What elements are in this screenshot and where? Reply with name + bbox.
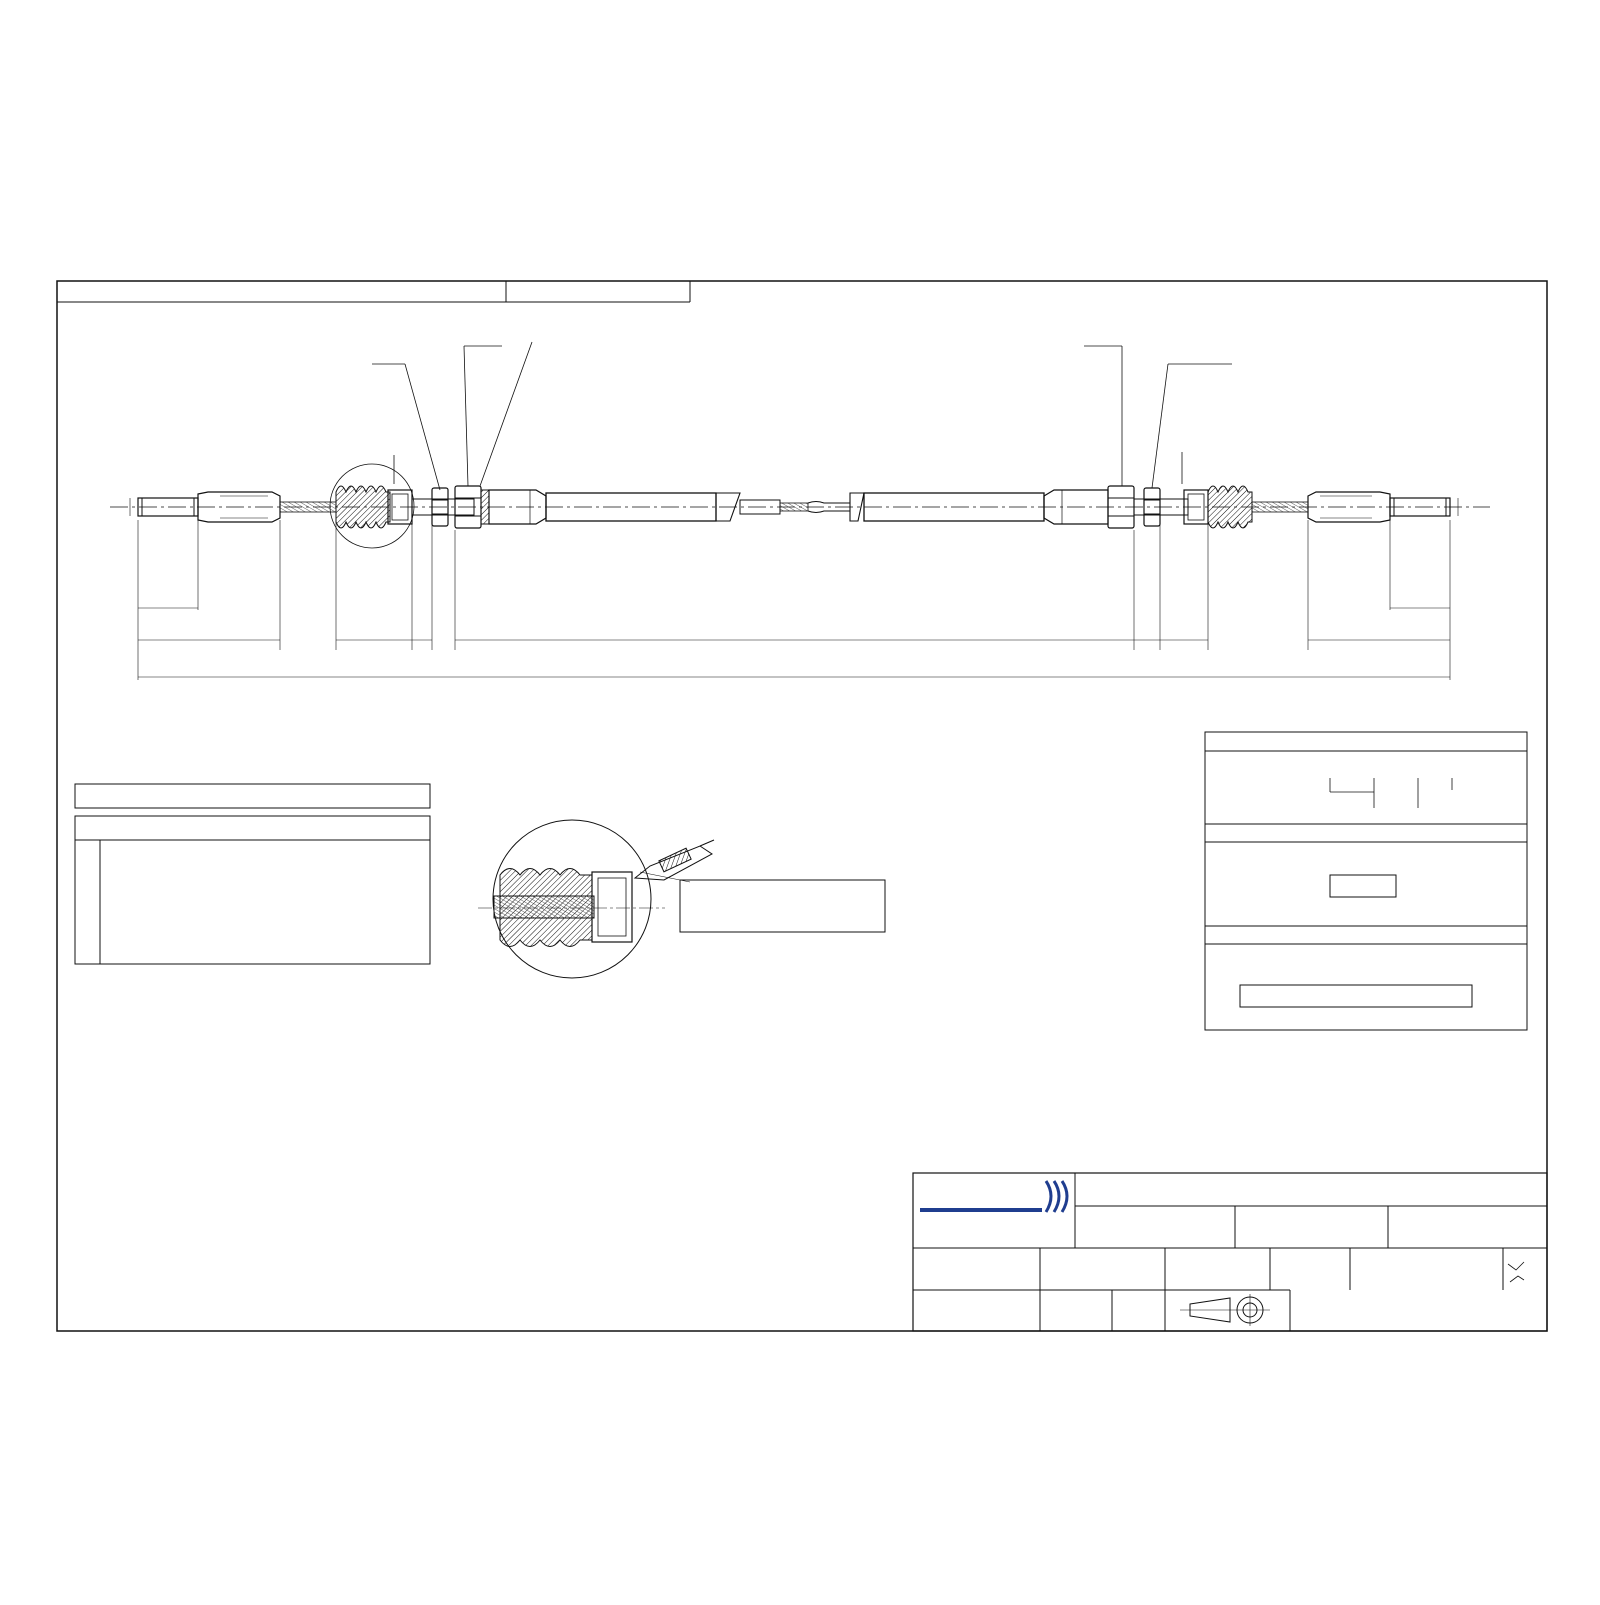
cable-assembly-drawing xyxy=(110,342,1490,680)
knurl-left xyxy=(481,490,489,524)
knott-logo-bar xyxy=(920,1208,1042,1212)
accessory-note xyxy=(75,784,430,808)
marking-box xyxy=(1205,732,1527,824)
crimp-sleeve-right xyxy=(1308,492,1390,522)
title-block xyxy=(913,1173,1547,1331)
bellows-detail-view xyxy=(478,820,885,978)
bare-cable-left xyxy=(280,502,336,512)
test-instructions-box xyxy=(1205,824,1527,926)
header-notes xyxy=(57,281,690,302)
bare-cable-right xyxy=(1252,502,1308,512)
assembly-instructions-box xyxy=(1205,926,1527,1030)
rubber-bellows-right xyxy=(1208,486,1252,528)
rubber-bellows-left xyxy=(336,486,390,528)
surface-finishes-table xyxy=(75,816,430,964)
